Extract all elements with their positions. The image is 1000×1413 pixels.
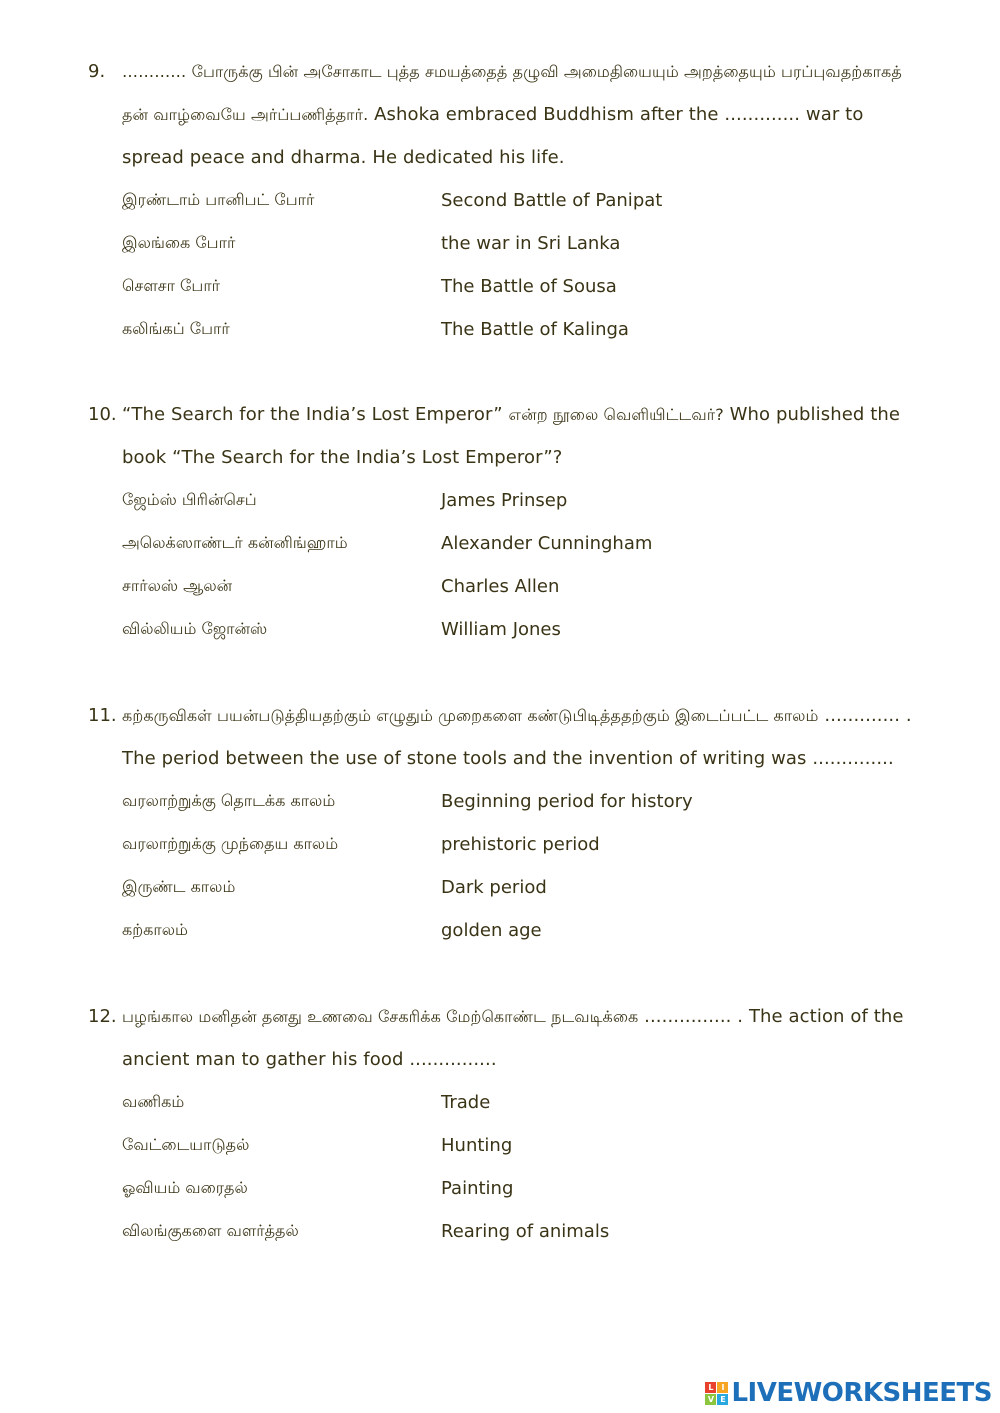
- option-english: Alexander Cunningham: [441, 533, 653, 554]
- option-english: Charles Allen: [441, 576, 560, 597]
- liveworksheets-brand[interactable]: [705, 1378, 992, 1408]
- option-english: James Prinsep: [441, 490, 568, 511]
- option-english: Trade: [441, 1092, 491, 1113]
- brand-name: LIVEWORKSHEETS: [731, 1378, 992, 1408]
- question-text-tamil: கற்கருவிகள் பயன்படுத்தியதற்கும் எழுதும் முறைகளை கண்டுபிடித்ததற்கும் இடைப்பட்ட காலம்: [122, 706, 819, 725]
- answer-option[interactable]: [122, 909, 928, 952]
- question-text-tamil: ………… போருக்கு பின் அசோகாட புத்த சமயத்தைத் தழுவி அமைதியையும் அறத்தையும் பரப்புவதற்காகத் தன் வாழ்வையே அர்ப்பணித்தார்.: [122, 62, 902, 124]
- question-number: 9.: [88, 61, 106, 82]
- question-number: 11.: [88, 705, 117, 726]
- answer-option[interactable]: [122, 308, 928, 351]
- option-english: golden age: [441, 920, 542, 941]
- option-english: Dark period: [441, 877, 547, 898]
- option-tamil: விலங்குகளை வளர்த்தல்: [122, 1221, 299, 1240]
- answer-option[interactable]: [122, 780, 928, 823]
- answer-options: [122, 179, 928, 351]
- question-text: [122, 694, 928, 780]
- live-logo-icon: [705, 1382, 728, 1405]
- question-text-english: ............. . The period between the use of stone tools and the invention of writing was ..............: [122, 705, 912, 769]
- question-9: [88, 50, 928, 351]
- option-tamil: வில்லியம் ஜோன்ஸ்: [122, 619, 268, 638]
- question-11: [88, 694, 928, 952]
- option-english: William Jones: [441, 619, 561, 640]
- question-text-english: Who published the book “The Search for the India’s Lost Emperor”?: [122, 404, 901, 468]
- option-tamil: இருண்ட காலம்: [122, 877, 236, 896]
- question-text-english: ............... . The action of the ancient man to gather his food ...............: [122, 1006, 904, 1070]
- answer-option[interactable]: [122, 479, 928, 522]
- option-tamil: ஜேம்ஸ் பிரின்செப்: [122, 490, 257, 509]
- logo-letter: V: [705, 1394, 716, 1405]
- option-tamil: வரலாற்றுக்கு முந்தைய காலம்: [122, 834, 339, 853]
- option-tamil: சார்லஸ் ஆலன்: [122, 576, 233, 595]
- answer-option[interactable]: [122, 1167, 928, 1210]
- question-number: 12.: [88, 1006, 117, 1027]
- question-text-english: “The Search for the India’s Lost Emperor”: [122, 404, 509, 425]
- option-tamil: ஓவியம் வரைதல்: [122, 1178, 248, 1197]
- question-text-tamil: பழங்கால மனிதன் தனது உணவை சேகரிக்க மேற்கொண்ட நடவடிக்கை: [122, 1007, 639, 1026]
- answer-option[interactable]: [122, 1210, 928, 1253]
- answer-option[interactable]: [122, 608, 928, 651]
- question-text: [122, 995, 928, 1081]
- option-tamil: கலிங்கப் போர்: [122, 319, 230, 338]
- option-english: Rearing of animals: [441, 1221, 610, 1242]
- answer-option[interactable]: [122, 823, 928, 866]
- option-tamil: அலெக்ஸாண்டர் கன்னிங்ஹாம்: [122, 533, 348, 552]
- option-english: Hunting: [441, 1135, 513, 1156]
- option-tamil: இரண்டாம் பானிபட் போர்: [122, 190, 315, 209]
- option-english: prehistoric period: [441, 834, 600, 855]
- option-english: The Battle of Kalinga: [441, 319, 629, 340]
- question-10: [88, 393, 928, 651]
- answer-option[interactable]: [122, 179, 928, 222]
- answer-options: [122, 479, 928, 651]
- option-tamil: வரலாற்றுக்கு தொடக்க காலம்: [122, 791, 336, 810]
- option-tamil: இலங்கை போர்: [122, 233, 236, 252]
- option-tamil: வணிகம்: [122, 1092, 185, 1111]
- question-text-english: Ashoka embraced Buddhism after the ............. war to spread peace and dharma. He dedicated his life.: [122, 104, 864, 168]
- option-english: the war in Sri Lanka: [441, 233, 621, 254]
- option-tamil: கற்காலம்: [122, 920, 188, 939]
- answer-options: [122, 1081, 928, 1253]
- question-number: 10.: [88, 404, 117, 425]
- answer-option[interactable]: [122, 866, 928, 909]
- question-text: [122, 50, 928, 179]
- answer-option[interactable]: [122, 222, 928, 265]
- option-english: Second Battle of Panipat: [441, 190, 663, 211]
- logo-letter: I: [717, 1382, 728, 1393]
- option-tamil: வேட்டையாடுதல்: [122, 1135, 250, 1154]
- answer-option[interactable]: [122, 565, 928, 608]
- option-english: The Battle of Sousa: [441, 276, 617, 297]
- option-english: Painting: [441, 1178, 514, 1199]
- answer-option[interactable]: [122, 1124, 928, 1167]
- answer-option[interactable]: [122, 522, 928, 565]
- question-text-tamil: என்ற நூலை வெளியிட்டவர்?: [508, 405, 724, 424]
- answer-option[interactable]: [122, 265, 928, 308]
- logo-letter: E: [717, 1394, 728, 1405]
- answer-options: [122, 780, 928, 952]
- question-12: [88, 995, 928, 1253]
- logo-letter: L: [705, 1382, 716, 1393]
- answer-option[interactable]: [122, 1081, 928, 1124]
- question-text: [122, 393, 928, 479]
- option-tamil: சௌசா போர்: [122, 276, 221, 295]
- option-english: Beginning period for history: [441, 791, 693, 812]
